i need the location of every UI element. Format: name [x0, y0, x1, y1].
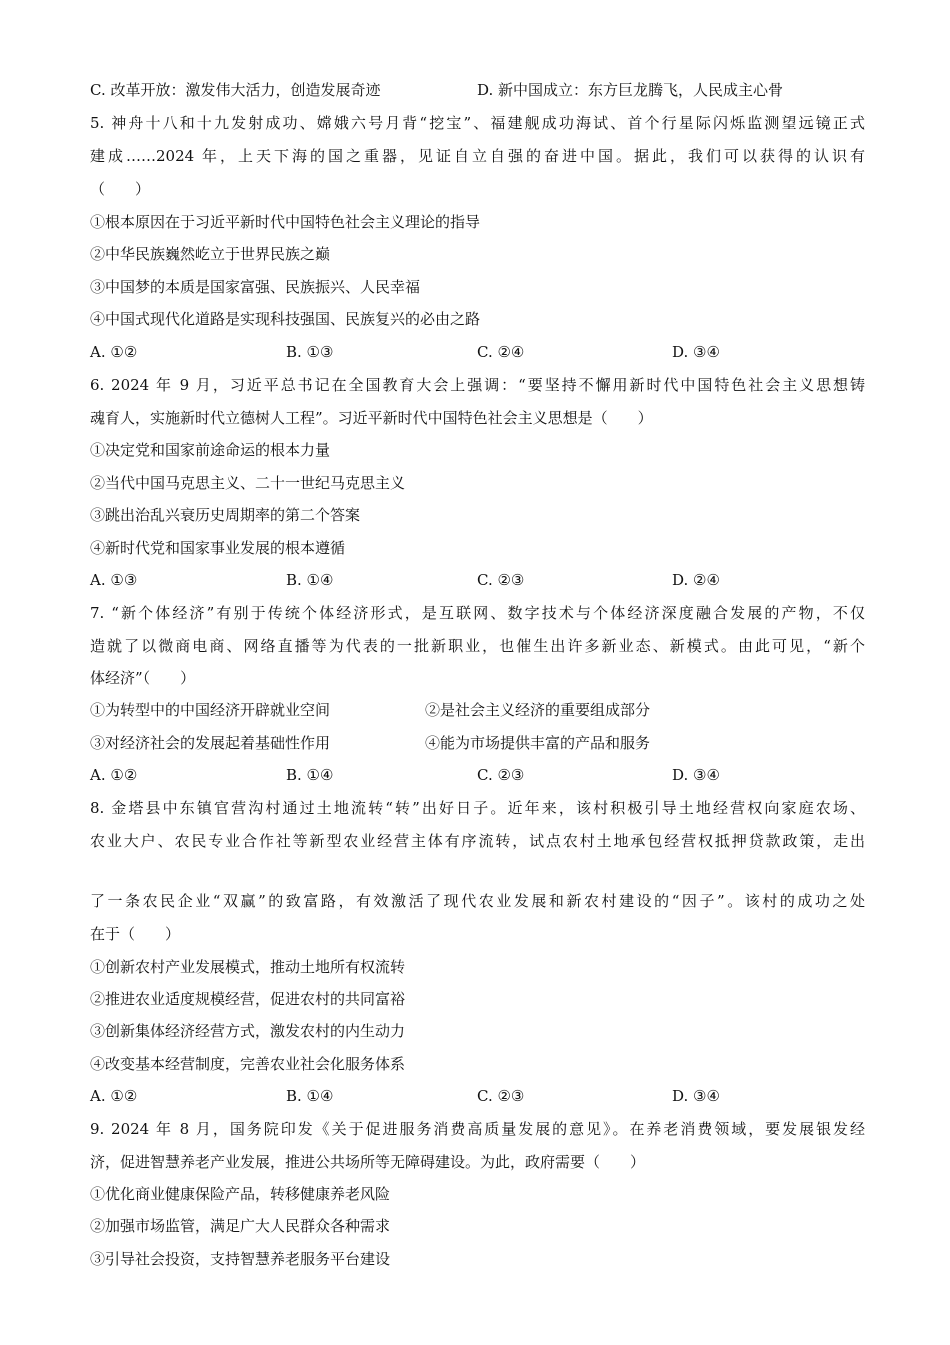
- q5-option-b: B. ①③: [286, 343, 334, 361]
- q7-stem-line-2: 造就了以微商电商、网络直播等为代表的一批新职业，也催生出许多新业态、新模式。由此可见，“新个: [90, 637, 865, 655]
- q9-item-1: ①优化商业健康保险产品，转移健康养老风险: [90, 1185, 391, 1203]
- q7-item-4: ④能为市场提供丰富的产品和服务: [425, 734, 651, 752]
- q7-item-2: ②是社会主义经济的重要组成部分: [425, 701, 651, 719]
- q9-stem-line-1: 9. 2024 年 8 月，国务院印发《关于促进服务消费高质量发展的意见》。在养老消费领域，要发展银发经: [90, 1120, 865, 1138]
- q5-option-a: A. ①②: [90, 343, 138, 361]
- option-c: C. 改革开放：激发伟大活力，创造发展奇迹: [90, 81, 381, 99]
- q8-stem-line-4: 在于（ ）: [90, 925, 181, 943]
- q7-item-3: ③对经济社会的发展起着基础性作用: [90, 734, 331, 752]
- q5-item-2: ②中华民族巍然屹立于世界民族之巅: [90, 245, 331, 263]
- q6-item-1: ①决定党和国家前途命运的根本力量: [90, 441, 331, 459]
- q5-option-c: C. ②④: [477, 343, 525, 361]
- q8-option-c: C. ②③: [477, 1087, 525, 1105]
- q6-option-b: B. ①④: [286, 571, 334, 589]
- q8-item-3: ③创新集体经济经营方式，激发农村的内生动力: [90, 1022, 406, 1040]
- q7-stem-line-3: 体经济”（ ）: [90, 669, 196, 687]
- option-d: D. 新中国成立：东方巨龙腾飞，人民成主心骨: [477, 81, 784, 99]
- q8-stem-line-2: 农业大户、农民专业合作社等新型农业经营主体有序流转，试点农村土地承包经营权抵押贷款政策，走出: [90, 832, 865, 850]
- q6-item-3: ③跳出治乱兴衰历史周期率的第二个答案: [90, 506, 361, 524]
- q8-option-a: A. ①②: [90, 1087, 138, 1105]
- q8-item-2: ②推进农业适度规模经营，促进农村的共同富裕: [90, 990, 406, 1008]
- q9-item-3: ③引导社会投资，支持智慧养老服务平台建设: [90, 1250, 391, 1268]
- q8-item-1: ①创新农村产业发展模式，推动土地所有权流转: [90, 958, 406, 976]
- q8-item-4: ④改变基本经营制度，完善农业社会化服务体系: [90, 1055, 406, 1073]
- q8-option-b: B. ①④: [286, 1087, 334, 1105]
- q7-option-a: A. ①②: [90, 766, 138, 784]
- q5-stem-line-3: （ ）: [90, 180, 151, 198]
- q7-option-c: C. ②③: [477, 766, 525, 784]
- q6-option-c: C. ②③: [477, 571, 525, 589]
- q8-option-d: D. ③④: [672, 1087, 720, 1105]
- q7-stem-line-1: 7. “新个体经济”有别于传统个体经济形式，是互联网、数字技术与个体经济深度融合发展的产物，不仅: [90, 604, 865, 622]
- q9-stem-line-2: 济，促进智慧养老产业发展，推进公共场所等无障碍建设。为此，政府需要（ ）: [90, 1153, 646, 1171]
- q6-option-d: D. ②④: [672, 571, 720, 589]
- q6-stem-line-1: 6. 2024 年 9 月，习近平总书记在全国教育大会上强调：“要坚持不懈用新时代中国特色社会主义思想铸: [90, 376, 865, 394]
- q8-stem-line-1: 8. 金塔县中东镇官营沟村通过土地流转“转”出好日子。近年来，该村积极引导土地经营权向家庭农场、: [90, 799, 865, 817]
- q9-item-2: ②加强市场监管，满足广大人民群众各种需求: [90, 1217, 391, 1235]
- q5-item-4: ④中国式现代化道路是实现科技强国、民族复兴的必由之路: [90, 310, 481, 328]
- q6-option-a: A. ①③: [90, 571, 138, 589]
- q5-option-d: D. ③④: [672, 343, 720, 361]
- q5-stem-line-2: 建成……2024 年，上天下海的国之重器，见证自立自强的奋进中国。据此，我们可以获得的认识有: [90, 147, 865, 165]
- q5-item-3: ③中国梦的本质是国家富强、民族振兴、人民幸福: [90, 278, 421, 296]
- q6-item-4: ④新时代党和国家事业发展的根本遵循: [90, 539, 346, 557]
- q5-item-1: ①根本原因在于习近平新时代中国特色社会主义理论的指导: [90, 213, 481, 231]
- q7-option-b: B. ①④: [286, 766, 334, 784]
- q7-option-d: D. ③④: [672, 766, 720, 784]
- q6-stem-line-2: 魂育人，实施新时代立德树人工程”。习近平新时代中国特色社会主义思想是（ ）: [90, 409, 653, 427]
- q7-item-1: ①为转型中的中国经济开辟就业空间: [90, 701, 331, 719]
- q5-stem-line-1: 5. 神舟十八和十九发射成功、嫦娥六号月背“挖宝”、福建舰成功海试、首个行星际闪烁监测望远镜正式: [90, 114, 865, 132]
- q8-stem-line-3: 了一条农民企业“双赢”的致富路，有效激活了现代农业发展和新农村建设的“因子”。该村的成功之处: [90, 892, 865, 910]
- q6-item-2: ②当代中国马克思主义、二十一世纪马克思主义: [90, 474, 406, 492]
